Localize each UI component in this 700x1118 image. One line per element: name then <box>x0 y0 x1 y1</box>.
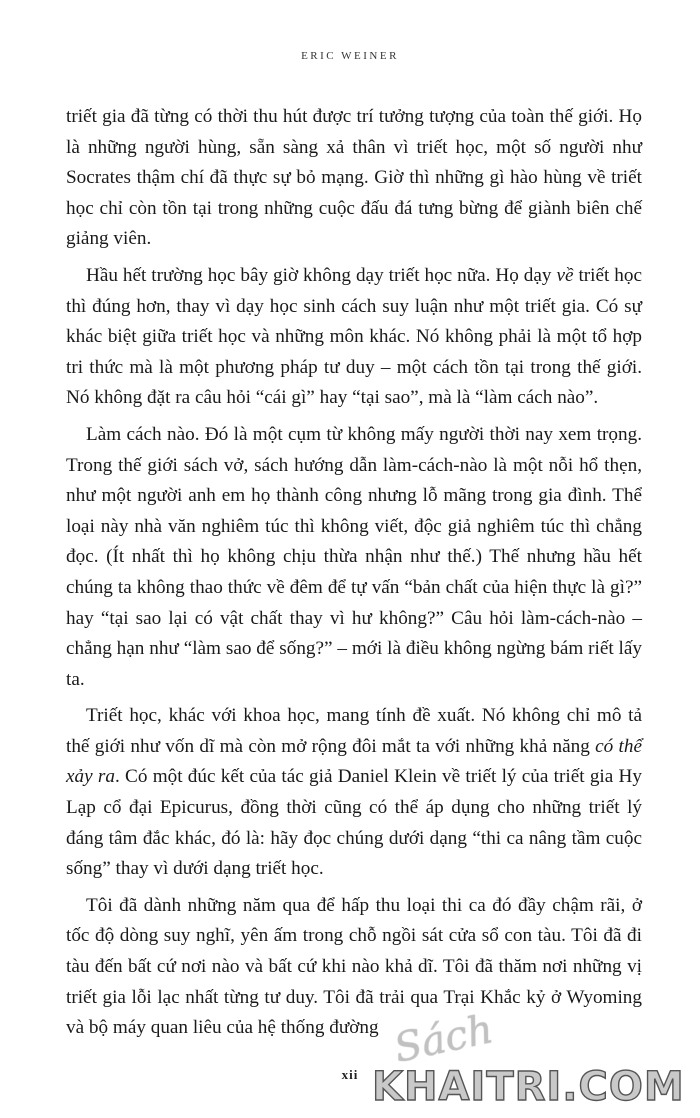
watermark-script-text: Sách <box>390 1006 498 1072</box>
body-text <box>66 102 642 1050</box>
text-segment: Triết học, khác với khoa học, mang tính đề xuất. Nó không chỉ mô tả thế giới như vốn dĩ mà còn mở rộng đôi mắt ta với những khả năng <box>66 705 642 757</box>
paragraph-4 <box>66 701 642 885</box>
italic-text: về <box>556 264 574 286</box>
paragraph-2 <box>66 261 642 414</box>
italic-text: có thể xảy ra <box>66 735 642 788</box>
paragraph-3 <box>66 420 642 695</box>
paragraph-1 <box>66 102 642 255</box>
page-number: xii <box>341 1067 359 1082</box>
text-segment: triết học thì đúng hơn, thay vì dạy học sinh cách suy luận như một triết gia. Có sự khác biệt giữa triết học và những môn khác. Nó không phải là một tổ hợp tri thức mà là một phương pháp tư duy – một cách tồn tại trong thế giới. Nó không đặt ra câu hỏi “cái gì” hay “tại sao”, mà là “làm cách nào”. <box>66 264 643 409</box>
running-head-author: ERIC WEINER <box>301 50 399 62</box>
text-segment: Làm cách nào. Đó là một cụm từ không mấy người thời nay xem trọng. Trong thế giới sách vở, sách hướng dẫn làm-cách-nào là một nỗi hổ thẹn, như một người anh em họ thành công nhưng lỗ mãng trong gia đình. Thể loại này nhà văn nghiêm túc thì không viết, độc giả nghiêm túc thì chẳng đọc. (Ít nhất thì họ không chịu thừa nhận như thế.) Thế nhưng hầu hết chúng ta không thao thức về đêm để tự vấn “bản chất của hiện thực là gì?” hay “tại sao lại có vật chất thay vì hư không?” Câu hỏi làm-cách-nào – chẳng hạn như “làm sao để sống?” – mới là điều không ngừng bám riết lấy ta. <box>66 423 642 690</box>
watermark-brand-text: KHAITRI.COM <box>372 1064 685 1110</box>
watermark-logo <box>372 1006 692 1112</box>
text-segment: . Có một đúc kết của tác giả Daniel Klein về triết lý của triết gia Hy Lạp cổ đại Epicurus, đồng thời cũng có thể áp dụng cho những triết lý đáng tâm đắc khác, đó là: hãy đọc chúng dưới dạng “thi ca nâng tầm cuộc sống” thay vì dưới dạng triết học. <box>66 766 642 880</box>
text-segment: Hầu hết trường học bây giờ không dạy triết học nữa. Họ dạy <box>86 264 557 286</box>
text-segment: Tôi đã dành những năm qua để hấp thu loại thi ca đó đầy chậm rãi, ở tốc độ dòng suy nghĩ, yên ấm trong chỗ ngồi sát cửa sổ con tàu. Tôi đã đi tàu đến bất cứ nơi nào và bất cứ khi nào khả dĩ. Tôi đã thăm nơi những vị triết gia lỗi lạc nhất từng tư duy. Tôi đã trải qua Trại Khắc kỷ ở Wyoming và bộ máy quan liêu của hệ thống đường <box>66 894 642 1039</box>
text-segment: triết gia đã từng có thời thu hút được trí tưởng tượng của toàn thế giới. Họ là những người hùng, sẵn sàng xả thân vì triết học, một số người như Socrates thậm chí đã thực sự bỏ mạng. Giờ thì những gì hào hùng về triết học chỉ còn tồn tại trong những cuộc đấu đá tưng bừng để giành biên chế giảng viên. <box>66 106 642 250</box>
